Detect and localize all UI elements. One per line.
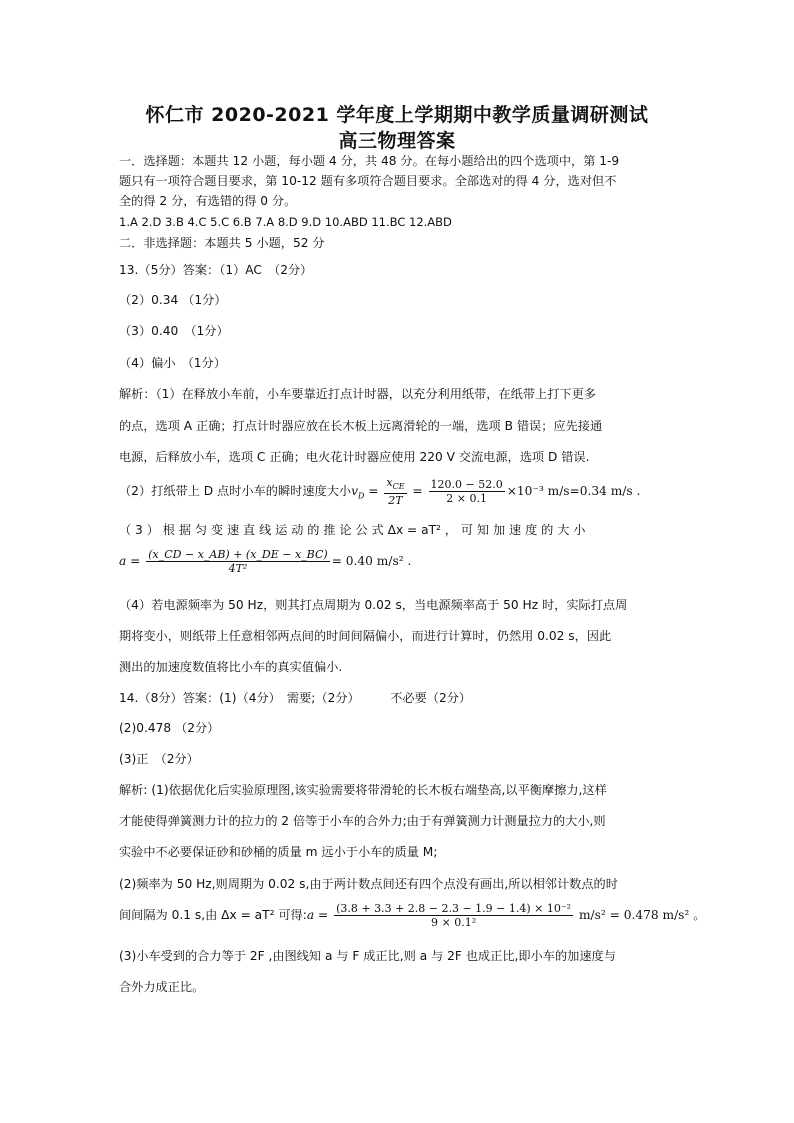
q13-part4-line2: 期将变小，则纸带上任意相邻两点间的时间间隔偏小，而进行计算时，仍然用 0.02 s，因此 [119, 629, 612, 643]
q13-answer-1: 13.（5分）答案：（1）AC （2分） [119, 263, 313, 277]
q14-explanation-line3: 实验中不必要保证砂和砂桶的质量 m 远小于小车的质量 M; [119, 845, 438, 859]
q13-answer-4: （4）偏小 （1分） [119, 356, 226, 370]
acceleration-fraction: $\frac{(x\_CD - x\_AB) + (x\_DE - x\_BC)}{\text{4T²}}$ [148, 548, 328, 575]
q13-answer-2: （2）0.34 （1分） [119, 293, 227, 307]
q13-part4-line1: （4）若电源频率为 50 Hz，则其打点周期为 0.02 s，当电源频率高于 50 Hz 时，实际打点周 [119, 598, 628, 612]
q14-explanation-line2: 才能使得弹簧测力计的拉力的 2 倍等于小车的合外力;由于有弹簧测力计测量拉力的大小,则 [119, 814, 606, 828]
q14-explanation-line1: 解析: (1)依据优化后实验原理图,该实验需要将带滑轮的长木板右端垫高,以平衡摩擦力,这样 [119, 783, 607, 797]
q13-part2-text: （2）打纸带上 D 点时小车的瞬时速度大小 [119, 484, 352, 499]
velocity-value-fraction: $\frac{120.0 - 52.0}{2 \times 0.1}$ [430, 478, 503, 506]
q14-part3-line1: (3)小车受到的合力等于 2F ,由图线知 a 与 F 成正比,则 a 与 2F 也成正比,即小车的加速度与 [119, 949, 616, 963]
q14-acceleration-fraction: $\frac{\text{(3.8 + 3.3 + 2.8 − 2.3 − 1.9 − 1.4) × 10⁻²}}{\text{9 × 0.1²}}$ [336, 902, 572, 929]
q13-explanation-line1: 解析：（1）在释放小车前，小车要靠近打点计时器，以充分利用纸带，在纸带上打下更多 [119, 387, 596, 401]
section1-line1: 一．选择题：本题共 12 小题，每小题 4 分，共 48 分。在每小题给出的四个选项中，第 1-9 [119, 154, 620, 168]
q14-answer-2: (2)0.478 （2分） [119, 721, 220, 735]
q13-explanation-line3: 电源，后释放小车，选项 C 正确；电火花计时器应使用 220 V 交流电源，选项 D 错误. [119, 450, 590, 464]
q14-answer-1: 14.（8分）答案：(1)（4分） 需要;（2分） 不必要（2分） [119, 691, 472, 705]
page-title: 怀仁市 2020-2021 学年度上学期期中教学质量调研测试 [145, 104, 649, 126]
q14-part3-line2: 合外力成正比。 [119, 980, 205, 994]
q14-answer-3: (3)正 （2分） [119, 752, 199, 766]
q13-part2-formula: （2）打纸带上 D 点时小车的瞬时速度大小$v_D$ = $\frac{x_{CE}}{2T}$ = $\frac{120.0 - 52.0}{2 \times 0.1}$ ×10⁻³ m/s=0.34 m/s . [119, 476, 641, 508]
q13-part4-line3: 测出的加速度数值将比小车的真实值偏小. [119, 660, 343, 674]
q13-explanation-line2: 的点，选项 A 正确；打点计时器应放在长木板上远离滑轮的一端，选项 B 错误；应先接通 [119, 419, 603, 433]
section1-line2: 题只有一项符合题目要求，第 10-12 题有多项符合题目要求。全部选对的得 4 分，选对但不 [119, 174, 617, 188]
choice-answers: 1.A 2.D 3.B 4.C 5.C 6.B 7.A 8.D 9.D 10.ABD 11.BC 12.ABD [119, 215, 452, 229]
q13-part3-formula: a = $\frac{(x\_CD - x\_AB) + (x\_DE - x\_BC)}{\text{4T²}}$ = 0.40 m/s² . [119, 548, 412, 575]
q13-part3-line: （ 3 ） 根 据 匀 变 速 直 线 运 动 的 推 论 公 式 Δx = aT² ， 可 知 加 速 度 的 大 小 [119, 523, 586, 537]
page-subtitle: 高三物理答案 [338, 130, 456, 152]
q14-part2-formula: 间间隔为 0.1 s,由 Δx = aT² 可得:a = $\frac{\text{(3.8 + 3.3 + 2.8 − 2.3 − 1.9 − 1.4) × 10⁻²}}{\text{9 × 0.1²}}$ m/s² = 0.478 m/s² 。 [119, 902, 706, 929]
section2-heading: 二．非选择题：本题共 5 小题，52 分 [119, 236, 325, 250]
q13-answer-3: （3）0.40 （1分） [119, 324, 229, 338]
section1-line3: 全的得 2 分，有选错的得 0 分。 [119, 194, 297, 208]
q14-part2-line1: (2)频率为 50 Hz,则周期为 0.02 s,由于两计数点间还有四个点没有画出,所以相邻计数点的时 [119, 877, 618, 891]
velocity-fraction: $\frac{x_{CE}}{2T}$ [386, 476, 405, 508]
